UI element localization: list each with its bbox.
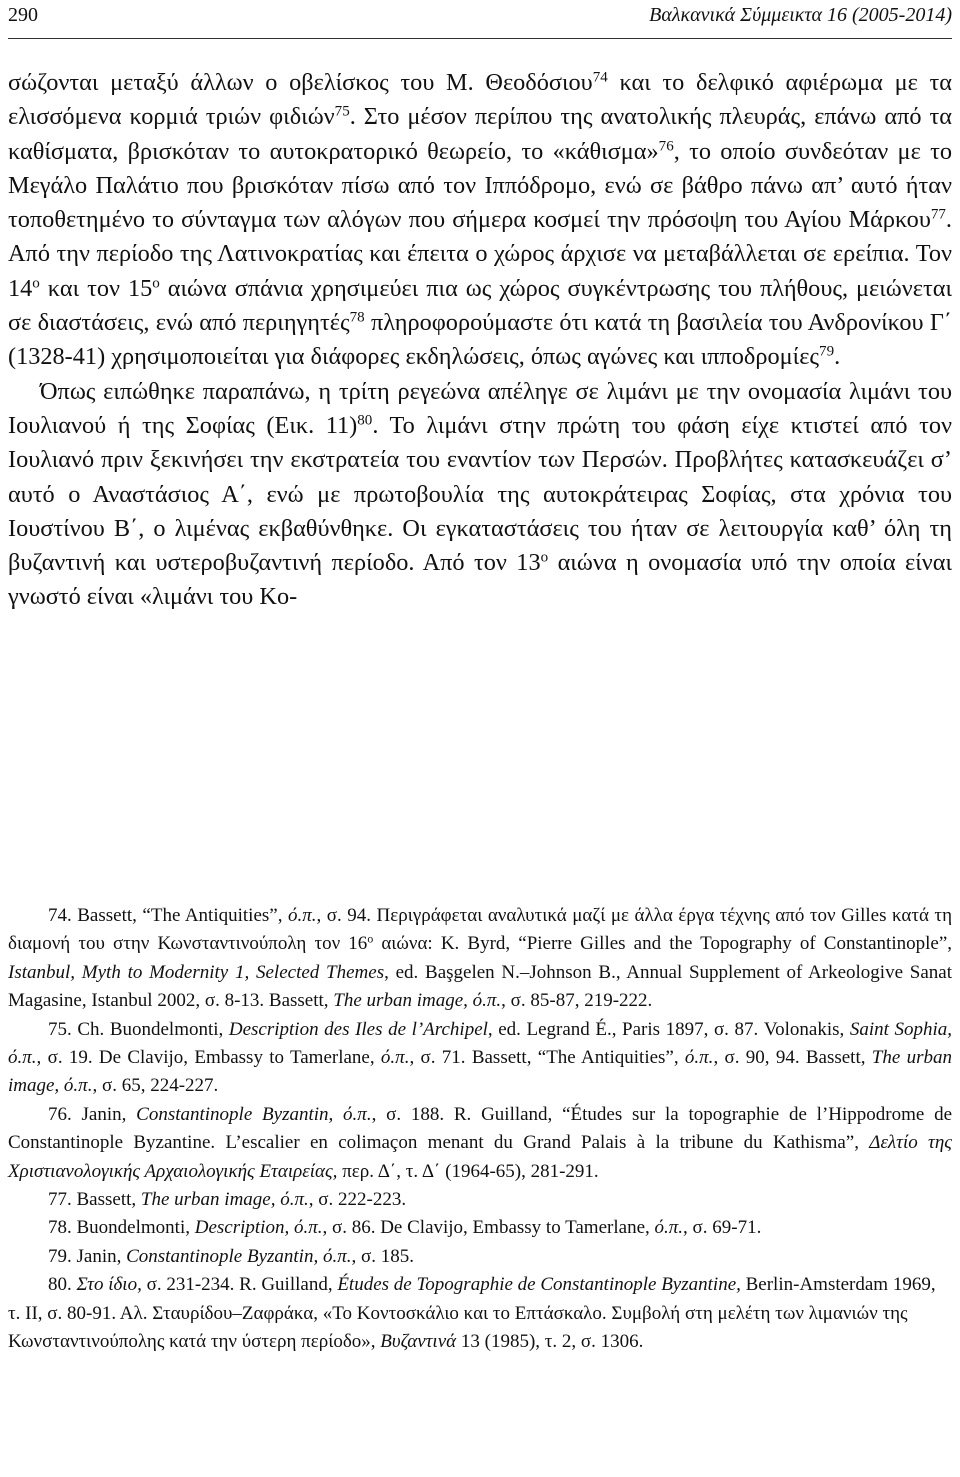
text-run: 77. Bassett, xyxy=(48,1189,141,1211)
text-run: . Από την περίοδο της Λατινοκρατίας και έπειτα ο χώρος άρχισε να μεταβάλλεται σε ερείπια. Τον 14 xyxy=(8,206,952,302)
text-run: , σ. 188. R. Guilland, “Études sur la topographie de l’Hippodrome de Constantinople Byzantine. L’escalier en colimaçon menant du Grand Palais à la tribune du Kathisma”, xyxy=(8,1103,953,1154)
footnote-ref: 74 xyxy=(592,69,608,86)
text-run: σ. 231-234. R. Guilland, xyxy=(141,1274,338,1296)
footnote xyxy=(8,1271,952,1356)
text-run: περ. Δ΄, τ. Δ΄ (1964-65), 281-291. xyxy=(337,1160,599,1182)
text-run: πληροφορούμαστε ότι κατά τη βασιλεία του Ανδρονίκου Γ΄ (1328-41) χρησιμοποιείται για διάφορες εκδηλώσεις, όπως αγώνες και ιπποδρομίες xyxy=(8,309,952,371)
page-number: 290 xyxy=(8,4,38,26)
footnote-ref: 78 xyxy=(349,309,365,326)
text-run: αιώνα η ονομασία υπό την οποία είναι γνωστό είναι «λιμάνι του Κο- xyxy=(8,549,952,611)
italic-text: ό.π. xyxy=(287,905,317,926)
text-run: Όπως ειπώθηκε παραπάνω, η τρίτη ρεγεώνα απέληγε σε λιμάνι με την ονομασία λιμάνι του Ιουλιανού ή της Σοφίας (Εικ. 11) xyxy=(8,377,952,439)
text-run: αιώνα: K. Byrd, “Pierre Gilles and the Topography of Constantinople”, xyxy=(373,933,952,955)
italic-text: Istanbul, Myth to Modernity 1, Selected Themes xyxy=(8,961,385,983)
italic-text: Constantinople Byzantin, ό.π. xyxy=(136,1103,372,1125)
text-run: , σ. 71. Bassett, “The Antiquities”, xyxy=(409,1047,685,1069)
text-run: 78. Buondelmonti, xyxy=(48,1217,195,1239)
footnote xyxy=(8,1016,952,1101)
text-run: 75. Ch. Buondelmonti, xyxy=(48,1018,229,1040)
text-run: , σ. 94. Περιγράφεται αναλυτικά μαζί με άλλα έργα τέχνης από τον Gilles κατά τη διαμονή του στην Κωνσταντινούπολη τον 16 xyxy=(8,905,953,955)
footnote xyxy=(8,902,952,1016)
footnote-ref: 80 xyxy=(357,412,373,429)
italic-text: Στο ίδιο, xyxy=(76,1274,142,1296)
italic-text: The urban image, ό.π. xyxy=(140,1189,309,1211)
italic-text: ό.π. xyxy=(380,1047,410,1069)
text-run: . Το λιμάνι στην πρώτη του φάση είχε κτιστεί από τον Ιουλιανό πριν ξεκινήσει την εκστρατεία του εναντίον των Περσών. Προβλήτες κατασκευάζει σ’ αυτό ο Αναστάσιος Α΄, ενώ με πρωτοβουλία της αυτοκράτειρας Σοφίας, στα χρόνια του Ιουστίνου Β΄, ο λιμένας εκβαθύνθηκε. Οι εγκαταστάσεις του ήταν σε λειτουργία καθ’ όλη τη βυζαντινή και υστεροβυζαντινή περίοδο. Από τον 13 xyxy=(8,411,952,577)
footnote xyxy=(8,1243,952,1271)
text-run: , ed. Başgelen N.–Johnson B., Annual Supplement of Arkeologive Sanat Magasine, Istanbul 2002, σ. 8-13. Bassett, xyxy=(8,961,952,1012)
footnote-ref: 79 xyxy=(819,344,835,361)
text-run: , σ. 90, 94. Bassett, xyxy=(713,1047,872,1069)
paragraph xyxy=(8,66,952,375)
text-run: σώζονται μεταξύ άλλων ο οβελίσκος του Μ. Θεοδόσιου xyxy=(8,69,593,96)
italic-text: The urban image, ό.π. xyxy=(333,990,502,1012)
italic-text: Saint Sophia, ό.π. xyxy=(8,1018,952,1069)
footnote xyxy=(8,1214,952,1242)
footnote-ref: ο xyxy=(152,275,160,292)
text-run: Berlin-Amsterdam 1969, τ. II, σ. 80-91. Αλ. Σταυρίδου–Ζαφράκα, «Το Κοντοσκάλιο και το Επτάσκαλο. Συμβολή στη μελέτη των λιμανιών της Κωνσταντινούπολης κατά την ύστερη περίοδο», xyxy=(8,1274,936,1353)
text-run: , το οποίο συνδεόταν με το Μεγάλο Παλάτιο που βρισκόταν πίσω από τον Ιππόδρομο, ενώ σε βάθρο πάνω απ’ αυτό ήταν τοποθετημένο το σύνταγμα των αλόγων που σήμερα κοσμεί την πρόσοψη του Αγίου Μάρκου xyxy=(8,137,953,234)
journal-title: Βαλκανικά Σύμμεικτα 16 (2005-2014) xyxy=(649,4,952,26)
text-run: 74. Bassett, “The Antiquities”, xyxy=(48,905,288,926)
main-text xyxy=(8,66,952,615)
italic-text: ό.π. xyxy=(654,1217,684,1239)
footnote-ref: 77 xyxy=(930,206,946,223)
italic-text: Description, ό.π. xyxy=(194,1217,323,1239)
text-run: 13 (1985), τ. 2, σ. 1306. xyxy=(456,1331,644,1353)
footnotes xyxy=(8,902,952,1357)
text-run: , σ. 85-87, 219-222. xyxy=(501,990,653,1012)
italic-text: Constantinople Byzantin, ό.π. xyxy=(126,1245,352,1267)
text-run: , σ. 185. xyxy=(351,1245,414,1267)
text-run: . Στο μέσον περίπου της ανατολικής πλευράς, επάνω από τα καθίσματα, βρισκόταν το αυτοκρατορικό θεωρείο, το «κάθισμα» xyxy=(8,103,952,165)
italic-text: The urban image, ό.π. xyxy=(8,1047,952,1097)
text-run: , σ. 19. De Clavijo, Embassy to Tamerlane, xyxy=(36,1047,381,1069)
text-run: , σ. 65, 224-227. xyxy=(92,1075,219,1097)
text-run: , σ. 86. De Clavijo, Embassy to Tamerlane, xyxy=(322,1217,655,1239)
text-run: , σ. 69-71. xyxy=(683,1217,762,1239)
footnote-ref: ο xyxy=(540,549,549,566)
italic-text: Βυζαντινά xyxy=(380,1331,457,1353)
running-header xyxy=(8,2,952,39)
italic-text: ό.π. xyxy=(684,1047,714,1069)
paragraph xyxy=(8,375,952,615)
text-run: , σ. 222-223. xyxy=(308,1189,407,1211)
footnote-ref: ο xyxy=(32,275,40,292)
text-run: . xyxy=(834,343,841,371)
text-run: 80. xyxy=(48,1274,77,1296)
text-run: , ed. Legrand É., Paris 1897, σ. 87. Volonakis, xyxy=(487,1018,850,1040)
footnote-ref: ο xyxy=(367,932,374,946)
footnote-ref: 76 xyxy=(658,138,674,155)
text-run: 79. Janin, xyxy=(48,1245,127,1267)
text-run: αιώνα σπάνια χρησιμεύει πια ως χώρος συγκέντρωσης του πλήθους, μειώνεται σε διαστάσεις, ενώ από περιηγητές xyxy=(8,274,953,337)
footnote xyxy=(8,1186,952,1214)
footnote-ref: 75 xyxy=(334,104,350,121)
footnote xyxy=(8,1101,952,1186)
text-run: και τον 15 xyxy=(39,274,153,302)
italic-text: Δελτίο της Χριστιανολογικής Αρχαιολογικής Εταιρείας, xyxy=(8,1132,952,1182)
text-run: 76. Janin, xyxy=(48,1103,137,1125)
italic-text: Description des Iles de l’Archipel xyxy=(228,1018,488,1040)
italic-text: Études de Topographie de Constantinople Byzantine, xyxy=(337,1274,741,1296)
text-run: και το δελφικό αφιέρωμα με τα ελισσόμενα κορμιά τριών φιδιών xyxy=(8,69,952,131)
